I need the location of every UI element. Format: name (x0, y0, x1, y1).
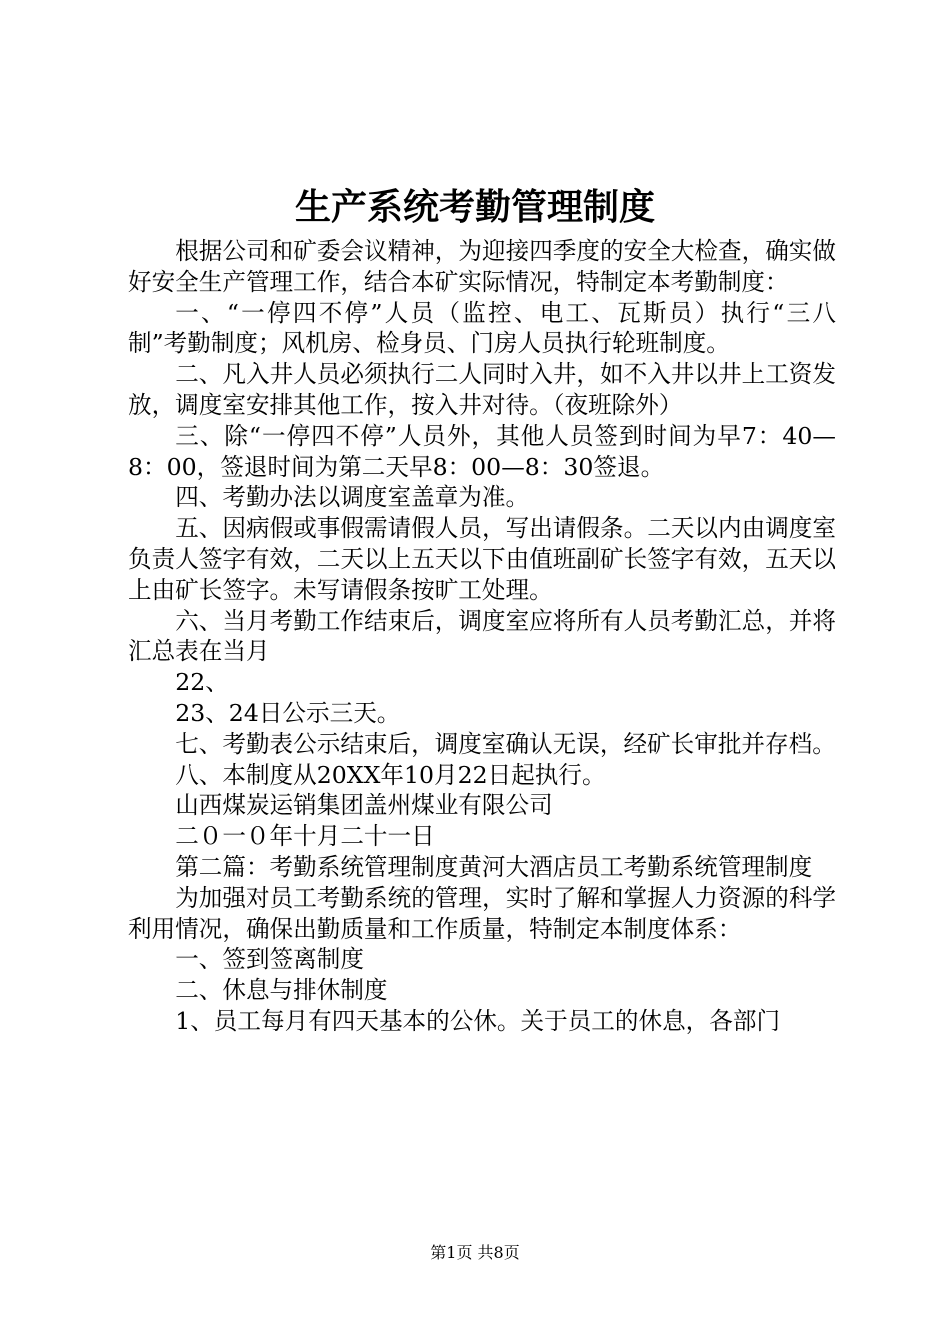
paragraph-rule-6-date-b: 23、24日公示三天。 (175, 698, 401, 727)
paragraph-rule-7: 七、考勤表公示结束后，调度室确认无误，经矿长审批并存档。 (175, 729, 836, 758)
paragraph-rule-3: 三、除“一停四不停”人员外，其他人员签到时间为早7：40—8：00，签退时间为第二天早8：00—8：30签退。 (128, 421, 836, 481)
paragraph-date: 二０一０年十月二十一日 (175, 822, 435, 851)
paragraph-rule-6: 六、当月考勤工作结束后，调度室应将所有人员考勤汇总，并将汇总表在当月 (128, 606, 836, 666)
paragraph-part-two-heading: 第二篇：考勤系统管理制度黄河大酒店员工考勤系统管理制度 (175, 852, 813, 881)
paragraph-intro: 根据公司和矿委会议精神，为迎接四季度的安全大检查，确实做好安全生产管理工作，结合本矿实际情况，特制定本考勤制度： (128, 237, 836, 296)
paragraph-part-two-intro: 为加强对员工考勤系统的管理，实时了解和掌握人力资源的科学利用情况，确保出勤质量和工作质量，特制定本制度体系： (128, 883, 836, 943)
document-title: 生产系统考勤管理制度 (294, 186, 655, 228)
paragraph-item-1: 1、员工每月有四天基本的公休。关于员工的休息，各部门 (175, 1006, 781, 1035)
paragraph-section-2: 二、休息与排休制度 (175, 976, 388, 1005)
document-body (128, 236, 836, 1037)
paragraph-rule-4: 四、考勤办法以调度室盖章为准。 (175, 483, 530, 512)
paragraph-rule-6-date-a: 22、 (175, 668, 229, 697)
paragraph-rule-5: 五、因病假或事假需请假人员，写出请假条。二天以内由调度室负责人签字有效，二天以上五天以下由值班副矿长签字有效，五天以上由矿长签字。未写请假条按旷工处理。 (128, 514, 836, 604)
page-footer: 第1页 共8页 (430, 1243, 520, 1262)
paragraph-rule-1: 一、“一停四不停”人员（监控、电工、瓦斯员）执行“三八制”考勤制度；风机房、检身员、门房人员执行轮班制度。 (128, 298, 836, 358)
paragraph-rule-8: 八、本制度从20XX年10月22日起执行。 (175, 760, 606, 789)
paragraph-company: 山西煤炭运销集团盖州煤业有限公司 (175, 791, 553, 820)
paragraph-section-1: 一、签到签离制度 (175, 945, 364, 974)
paragraph-rule-2: 二、凡入井人员必须执行二人同时入井，如不入井以井上工资发放，调度室安排其他工作，按入井对待。（夜班除外） (128, 360, 836, 419)
